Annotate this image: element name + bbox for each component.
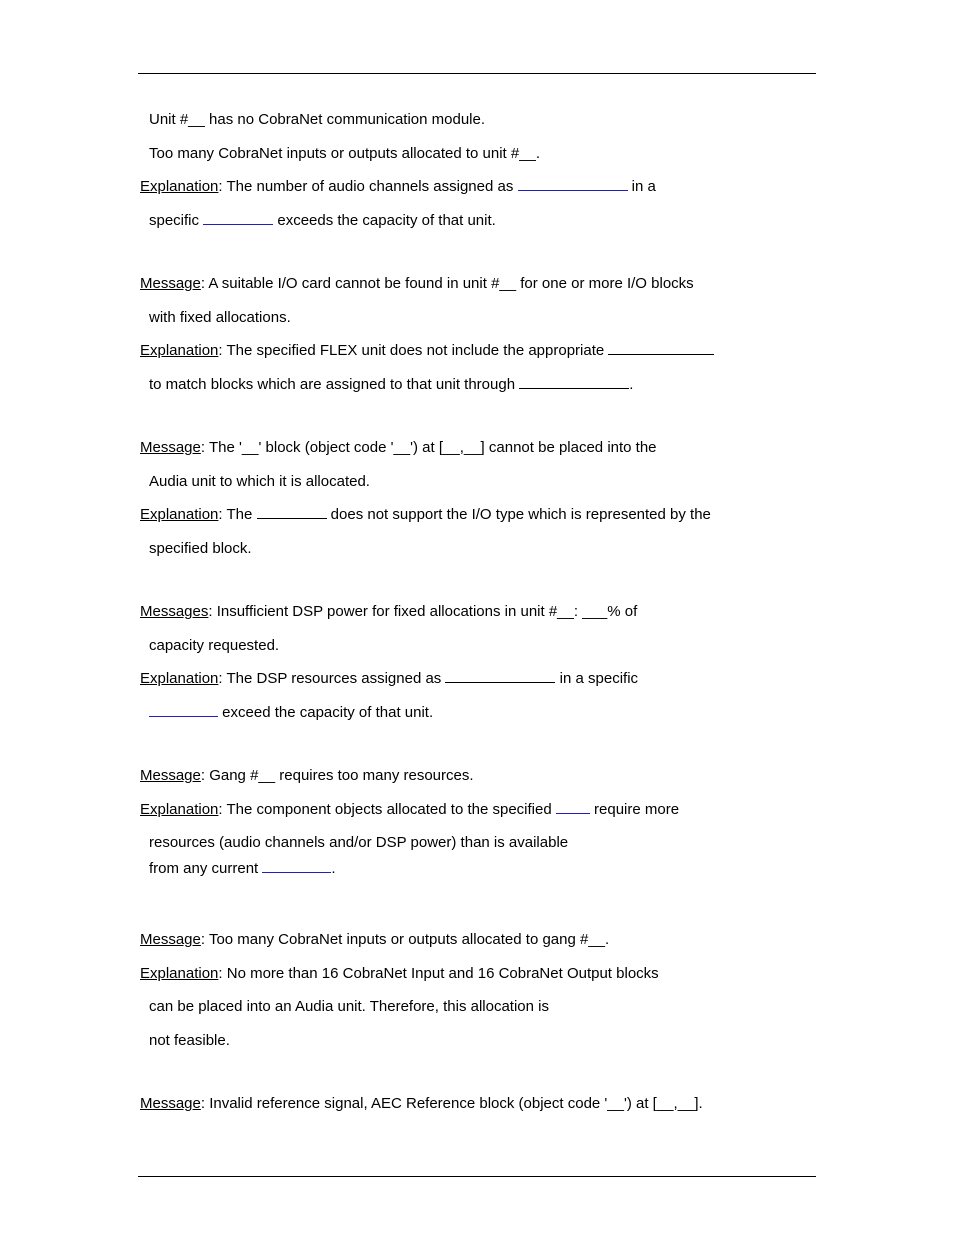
explanation-line: Explanation: The does not support the I/O type which is represented by the bbox=[140, 506, 711, 523]
explanation-text: not feasible. bbox=[149, 1032, 230, 1049]
blank bbox=[608, 341, 714, 355]
explanation-text: from any current . bbox=[149, 860, 336, 877]
footer-rule bbox=[138, 1176, 816, 1177]
explanation-label: Explanation bbox=[140, 801, 219, 818]
message-text: Too many CobraNet inputs or outputs allocated to unit #__. bbox=[149, 145, 541, 162]
message-text: Audia unit to which it is allocated. bbox=[149, 473, 370, 490]
explanation-line: Explanation: No more than 16 CobraNet Input and 16 CobraNet Output blocks bbox=[140, 965, 659, 982]
blank-link[interactable] bbox=[149, 703, 218, 717]
message-text: with fixed allocations. bbox=[149, 309, 291, 326]
message-text: capacity requested. bbox=[149, 637, 280, 654]
explanation-label: Explanation bbox=[140, 178, 219, 195]
message-label: Message bbox=[140, 275, 201, 292]
message-label: Message bbox=[140, 931, 201, 948]
message-line: Message: Gang #__ requires too many resources. bbox=[140, 767, 474, 784]
message-line: Message: The '__' block (object code '__') at [__,__] cannot be placed into the bbox=[140, 439, 657, 456]
explanation-label: Explanation bbox=[140, 670, 219, 687]
message-label: Messages bbox=[140, 603, 209, 620]
explanation-text: to match blocks which are assigned to that unit through . bbox=[149, 376, 634, 393]
explanation-label: Explanation bbox=[140, 506, 219, 523]
message-label: Message bbox=[140, 1095, 201, 1112]
blank-link[interactable] bbox=[518, 177, 628, 191]
explanation-text: resources (audio channels and/or DSP power) than is available bbox=[149, 834, 569, 851]
explanation-text: exceed the capacity of that unit. bbox=[149, 703, 433, 723]
explanation-line: Explanation: The DSP resources assigned as in a specific bbox=[140, 670, 639, 687]
blank-link[interactable] bbox=[262, 859, 331, 873]
message-label: Message bbox=[140, 767, 201, 784]
blank bbox=[257, 505, 327, 519]
blank bbox=[519, 375, 629, 389]
message-line: Message: Too many CobraNet inputs or outputs allocated to gang #__. bbox=[140, 931, 610, 948]
explanation-text: specific exceeds the capacity of that unit. bbox=[149, 212, 496, 229]
message-text: Unit #__ has no CobraNet communication module. bbox=[149, 111, 486, 128]
blank bbox=[445, 669, 555, 683]
explanation-text: can be placed into an Audia unit. Therefore, this allocation is bbox=[149, 998, 549, 1015]
message-line: Messages: Insufficient DSP power for fixed allocations in unit #__: ___% of bbox=[140, 603, 638, 620]
explanation-line: Explanation: The component objects allocated to the specified require more bbox=[140, 801, 680, 818]
message-line: Message: Invalid reference signal, AEC Reference block (object code '__') at [__,__]. bbox=[140, 1095, 703, 1112]
blank-link[interactable] bbox=[556, 800, 590, 814]
explanation-line: Explanation: The specified FLEX unit does not include the appropriate bbox=[140, 341, 714, 361]
explanation-text: specified block. bbox=[149, 540, 252, 557]
header-rule bbox=[138, 73, 816, 74]
explanation-line: Explanation: The number of audio channels assigned as in a bbox=[140, 178, 656, 195]
explanation-label: Explanation bbox=[140, 965, 219, 982]
message-label: Message bbox=[140, 439, 201, 456]
blank-link[interactable] bbox=[203, 211, 273, 225]
message-line: Message: A suitable I/O card cannot be found in unit #__ for one or more I/O blocks bbox=[140, 275, 694, 292]
explanation-label: Explanation bbox=[140, 342, 219, 359]
